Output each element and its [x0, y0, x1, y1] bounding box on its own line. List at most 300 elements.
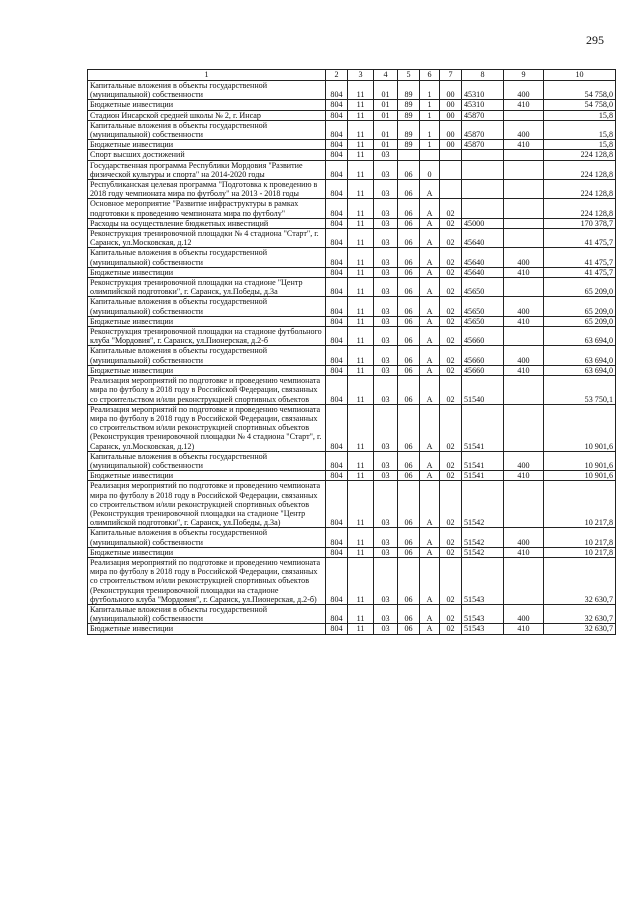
col-amount: 10 217,8	[544, 481, 616, 528]
col-subsection: 01	[374, 120, 398, 139]
col-activity: 02	[440, 199, 462, 218]
table-row	[88, 471, 616, 481]
col-section: 11	[348, 160, 374, 179]
col-direction	[462, 199, 504, 218]
col-program: 89	[398, 140, 420, 150]
col-expense-type	[504, 327, 544, 346]
table-row	[88, 199, 616, 218]
header-cell: 2	[326, 70, 348, 81]
table-row	[88, 150, 616, 160]
col-program: 06	[398, 547, 420, 557]
table-row	[88, 81, 616, 100]
col-expense-type	[504, 229, 544, 248]
col-activity: 02	[440, 327, 462, 346]
col-subprogram: А	[420, 376, 440, 405]
budget-table	[87, 69, 616, 635]
col-program: 89	[398, 110, 420, 120]
col-amount: 53 750,1	[544, 376, 616, 405]
col-expense-type	[504, 376, 544, 405]
col-expense-type: 400	[504, 528, 544, 547]
header-cell: 4	[374, 70, 398, 81]
col-ministry: 804	[326, 229, 348, 248]
col-activity	[440, 180, 462, 199]
col-program: 89	[398, 100, 420, 110]
col-direction: 51542	[462, 528, 504, 547]
table-row	[88, 557, 616, 604]
col-ministry: 804	[326, 199, 348, 218]
row-description: Бюджетные инвестиции	[88, 316, 326, 326]
col-activity: 02	[440, 481, 462, 528]
table-row	[88, 218, 616, 228]
col-amount: 54 758,0	[544, 100, 616, 110]
col-subprogram: А	[420, 624, 440, 634]
col-expense-type: 410	[504, 316, 544, 326]
col-program: 06	[398, 199, 420, 218]
col-section: 11	[348, 297, 374, 316]
header-cell: 3	[348, 70, 374, 81]
col-activity: 02	[440, 218, 462, 228]
row-description: Капитальные вложения в объекты государственной (муниципальной) собственности	[88, 451, 326, 470]
row-description: Реализация мероприятий по подготовке и проведению чемпионата мира по футболу в 2018 году в Российской Федерации, связанных со строительством и/или реконструкцией спортивных объектов (Реконструкция тренировочной площадки на стадионе футбольного клуба "Мордовия", г. Саранск, ул.Пионерская, д.2-б)	[88, 557, 326, 604]
col-ministry: 804	[326, 150, 348, 160]
table-row	[88, 481, 616, 528]
col-subsection: 03	[374, 327, 398, 346]
col-amount: 32 630,7	[544, 604, 616, 623]
col-subprogram: А	[420, 528, 440, 547]
col-subprogram: 1	[420, 120, 440, 139]
col-expense-type: 410	[504, 471, 544, 481]
col-amount: 41 475,7	[544, 229, 616, 248]
col-activity: 02	[440, 248, 462, 267]
col-section: 11	[348, 346, 374, 365]
table-row	[88, 248, 616, 267]
col-expense-type: 400	[504, 81, 544, 100]
col-program: 06	[398, 528, 420, 547]
col-activity: 02	[440, 346, 462, 365]
col-amount: 65 209,0	[544, 278, 616, 297]
table-row	[88, 316, 616, 326]
col-ministry: 804	[326, 120, 348, 139]
col-ministry: 804	[326, 376, 348, 405]
col-program: 89	[398, 81, 420, 100]
col-expense-type: 400	[504, 120, 544, 139]
col-subsection: 03	[374, 150, 398, 160]
col-subsection: 03	[374, 316, 398, 326]
col-expense-type: 400	[504, 346, 544, 365]
table-row	[88, 346, 616, 365]
col-subprogram: А	[420, 316, 440, 326]
col-activity: 02	[440, 267, 462, 277]
col-subprogram: А	[420, 327, 440, 346]
col-activity: 02	[440, 451, 462, 470]
col-amount: 65 209,0	[544, 316, 616, 326]
col-program: 89	[398, 120, 420, 139]
row-description: Бюджетные инвестиции	[88, 365, 326, 375]
col-subprogram: 0	[420, 160, 440, 179]
col-activity: 02	[440, 604, 462, 623]
table-row	[88, 297, 616, 316]
col-amount: 10 901,6	[544, 471, 616, 481]
col-expense-type	[504, 160, 544, 179]
col-activity: 02	[440, 297, 462, 316]
col-subsection: 01	[374, 110, 398, 120]
col-section: 11	[348, 624, 374, 634]
table-row	[88, 604, 616, 623]
col-expense-type: 400	[504, 297, 544, 316]
col-direction: 51541	[462, 471, 504, 481]
col-program: 06	[398, 278, 420, 297]
row-description: Реконструкция тренировочной площадки на стадионе "Центр олимпийской подготовки", г. Саранск, ул.Победы, д.3а	[88, 278, 326, 297]
col-expense-type	[504, 404, 544, 451]
header-cell: 1	[88, 70, 326, 81]
col-section: 11	[348, 218, 374, 228]
col-expense-type	[504, 278, 544, 297]
col-expense-type	[504, 557, 544, 604]
col-section: 11	[348, 404, 374, 451]
col-direction: 51541	[462, 404, 504, 451]
col-subsection: 01	[374, 140, 398, 150]
col-section: 11	[348, 557, 374, 604]
col-amount: 224 128,8	[544, 180, 616, 199]
col-amount: 10 217,8	[544, 528, 616, 547]
col-expense-type	[504, 180, 544, 199]
col-subprogram: 1	[420, 81, 440, 100]
row-description: Бюджетные инвестиции	[88, 624, 326, 634]
col-ministry: 804	[326, 218, 348, 228]
col-section: 11	[348, 528, 374, 547]
col-subsection: 03	[374, 451, 398, 470]
col-ministry: 804	[326, 557, 348, 604]
col-subprogram: А	[420, 604, 440, 623]
col-ministry: 804	[326, 624, 348, 634]
table-row	[88, 278, 616, 297]
col-section: 11	[348, 451, 374, 470]
col-subsection: 03	[374, 297, 398, 316]
col-direction: 51541	[462, 451, 504, 470]
table-row	[88, 180, 616, 199]
col-ministry: 804	[326, 481, 348, 528]
col-subsection: 03	[374, 248, 398, 267]
col-amount: 170 378,7	[544, 218, 616, 228]
col-expense-type: 400	[504, 451, 544, 470]
table-row	[88, 547, 616, 557]
col-subsection: 03	[374, 199, 398, 218]
col-activity: 00	[440, 140, 462, 150]
col-subsection: 03	[374, 346, 398, 365]
header-cell: 10	[544, 70, 616, 81]
col-activity: 02	[440, 528, 462, 547]
col-program: 06	[398, 267, 420, 277]
col-subsection: 03	[374, 471, 398, 481]
col-subsection: 03	[374, 481, 398, 528]
table-body	[88, 81, 616, 635]
table-row	[88, 140, 616, 150]
table-row	[88, 110, 616, 120]
col-program: 06	[398, 481, 420, 528]
col-expense-type: 410	[504, 624, 544, 634]
col-subprogram: А	[420, 471, 440, 481]
header-cell: 8	[462, 70, 504, 81]
col-program: 06	[398, 160, 420, 179]
col-program: 06	[398, 624, 420, 634]
col-ministry: 804	[326, 267, 348, 277]
col-section: 11	[348, 365, 374, 375]
col-ministry: 804	[326, 110, 348, 120]
col-activity: 00	[440, 100, 462, 110]
col-section: 11	[348, 180, 374, 199]
col-direction: 45650	[462, 316, 504, 326]
col-program: 06	[398, 557, 420, 604]
col-activity: 02	[440, 278, 462, 297]
col-subprogram: А	[420, 547, 440, 557]
table-row	[88, 160, 616, 179]
col-amount: 224 128,8	[544, 199, 616, 218]
header-cell: 7	[440, 70, 462, 81]
col-direction: 51542	[462, 481, 504, 528]
table-row	[88, 404, 616, 451]
col-subprogram: А	[420, 278, 440, 297]
col-direction: 45660	[462, 327, 504, 346]
row-description: Бюджетные инвестиции	[88, 140, 326, 150]
col-section: 11	[348, 278, 374, 297]
col-subprogram: А	[420, 199, 440, 218]
col-subsection: 03	[374, 404, 398, 451]
col-activity: 02	[440, 624, 462, 634]
col-ministry: 804	[326, 528, 348, 547]
col-subsection: 03	[374, 557, 398, 604]
col-direction: 45640	[462, 267, 504, 277]
col-subprogram: А	[420, 297, 440, 316]
col-expense-type	[504, 481, 544, 528]
col-amount: 63 694,0	[544, 346, 616, 365]
col-section: 11	[348, 327, 374, 346]
col-direction: 51540	[462, 376, 504, 405]
col-amount: 15,8	[544, 110, 616, 120]
col-section: 11	[348, 199, 374, 218]
col-amount: 15,8	[544, 120, 616, 139]
col-activity: 00	[440, 110, 462, 120]
col-ministry: 804	[326, 100, 348, 110]
header-cell: 9	[504, 70, 544, 81]
col-amount: 54 758,0	[544, 81, 616, 100]
col-program: 06	[398, 327, 420, 346]
col-direction: 51542	[462, 547, 504, 557]
row-description: Капитальные вложения в объекты государственной (муниципальной) собственности	[88, 81, 326, 100]
col-section: 11	[348, 248, 374, 267]
col-direction: 45660	[462, 346, 504, 365]
col-program: 06	[398, 604, 420, 623]
table-row	[88, 624, 616, 634]
col-ministry: 804	[326, 346, 348, 365]
col-ministry: 804	[326, 604, 348, 623]
col-subsection: 03	[374, 376, 398, 405]
col-ministry: 804	[326, 248, 348, 267]
col-direction: 45000	[462, 218, 504, 228]
row-description: Капитальные вложения в объекты государственной (муниципальной) собственности	[88, 297, 326, 316]
col-expense-type: 400	[504, 248, 544, 267]
col-activity	[440, 150, 462, 160]
col-amount: 65 209,0	[544, 297, 616, 316]
col-activity: 02	[440, 365, 462, 375]
col-subprogram: А	[420, 557, 440, 604]
col-activity: 02	[440, 316, 462, 326]
row-description: Капитальные вложения в объекты государственной (муниципальной) собственности	[88, 604, 326, 623]
row-description: Республиканская целевая программа "Подготовка к проведению в 2018 году чемпионата мира по футболу" на 2013 - 2018 годы	[88, 180, 326, 199]
col-subsection: 03	[374, 547, 398, 557]
col-program: 06	[398, 365, 420, 375]
row-description: Реализация мероприятий по подготовке и проведению чемпионата мира по футболу в 2018 году в Российской Федерации, связанных со строительством и/или реконструкцией спортивных объектов	[88, 376, 326, 405]
col-section: 11	[348, 81, 374, 100]
row-description: Бюджетные инвестиции	[88, 547, 326, 557]
row-description: Спорт высших достижений	[88, 150, 326, 160]
col-amount: 41 475,7	[544, 267, 616, 277]
col-subprogram: 1	[420, 140, 440, 150]
col-amount: 32 630,7	[544, 557, 616, 604]
row-description: Реконструкция тренировочной площадки на стадионе футбольного клуба "Мордовия", г. Саранск, ул.Пионерская, д.2-б	[88, 327, 326, 346]
row-description: Расходы на осуществление бюджетных инвестиций	[88, 218, 326, 228]
col-expense-type	[504, 110, 544, 120]
col-section: 11	[348, 604, 374, 623]
col-activity: 02	[440, 471, 462, 481]
col-program: 06	[398, 471, 420, 481]
col-subsection: 03	[374, 229, 398, 248]
table-header-row	[88, 70, 616, 81]
col-expense-type	[504, 199, 544, 218]
row-description: Государственная программа Республики Мордовия "Развитие физической культуры и спорта" на 2014-2020 годы	[88, 160, 326, 179]
col-direction: 45310	[462, 100, 504, 110]
col-amount: 32 630,7	[544, 624, 616, 634]
col-direction: 45650	[462, 297, 504, 316]
row-description: Бюджетные инвестиции	[88, 471, 326, 481]
row-description: Бюджетные инвестиции	[88, 100, 326, 110]
col-section: 11	[348, 100, 374, 110]
col-subprogram: А	[420, 481, 440, 528]
col-section: 11	[348, 547, 374, 557]
col-amount: 224 128,8	[544, 150, 616, 160]
col-program: 06	[398, 248, 420, 267]
col-ministry: 804	[326, 404, 348, 451]
row-description: Капитальные вложения в объекты государственной (муниципальной) собственности	[88, 120, 326, 139]
col-subprogram: А	[420, 218, 440, 228]
row-description: Стадион Инсарской средней школы № 2, г. Инсар	[88, 110, 326, 120]
row-description: Основное мероприятие "Развитие инфраструктуры в рамках подготовки к проведению чемпионата мира по футболу"	[88, 199, 326, 218]
col-subsection: 03	[374, 278, 398, 297]
col-program: 06	[398, 180, 420, 199]
col-ministry: 804	[326, 451, 348, 470]
col-program: 06	[398, 451, 420, 470]
row-description: Реализация мероприятий по подготовке и проведению чемпионата мира по футболу в 2018 году в Российской Федерации, связанных со строительством и/или реконструкцией спортивных объектов (Реконструкция тренировочной площадки на стадионе "Центр олимпийской подготовки", г. Саранск, ул.Победы, д.3а)	[88, 481, 326, 528]
table-row	[88, 365, 616, 375]
col-program: 06	[398, 346, 420, 365]
col-subprogram: А	[420, 267, 440, 277]
col-section: 11	[348, 471, 374, 481]
col-subprogram: 1	[420, 110, 440, 120]
col-expense-type: 410	[504, 365, 544, 375]
col-ministry: 804	[326, 471, 348, 481]
col-direction: 45310	[462, 81, 504, 100]
col-ministry: 804	[326, 81, 348, 100]
row-description: Капитальные вложения в объекты государственной (муниципальной) собственности	[88, 528, 326, 547]
col-program	[398, 150, 420, 160]
col-ministry: 804	[326, 140, 348, 150]
col-subprogram: А	[420, 365, 440, 375]
col-subsection: 03	[374, 180, 398, 199]
col-subprogram: А	[420, 404, 440, 451]
col-ministry: 804	[326, 365, 348, 375]
header-cell: 5	[398, 70, 420, 81]
col-subprogram: А	[420, 451, 440, 470]
col-direction: 45870	[462, 120, 504, 139]
col-subsection: 03	[374, 365, 398, 375]
col-subsection: 03	[374, 528, 398, 547]
col-program: 06	[398, 229, 420, 248]
col-amount: 10 901,6	[544, 404, 616, 451]
col-program: 06	[398, 404, 420, 451]
col-ministry: 804	[326, 297, 348, 316]
col-expense-type: 400	[504, 604, 544, 623]
col-program: 06	[398, 297, 420, 316]
col-direction: 45640	[462, 229, 504, 248]
row-description: Капитальные вложения в объекты государственной (муниципальной) собственности	[88, 346, 326, 365]
row-description: Бюджетные инвестиции	[88, 267, 326, 277]
col-amount: 63 694,0	[544, 365, 616, 375]
col-activity: 02	[440, 404, 462, 451]
col-expense-type: 410	[504, 100, 544, 110]
col-ministry: 804	[326, 327, 348, 346]
col-direction: 51543	[462, 557, 504, 604]
col-direction: 45640	[462, 248, 504, 267]
col-subsection: 03	[374, 267, 398, 277]
col-direction: 45660	[462, 365, 504, 375]
col-subsection: 01	[374, 81, 398, 100]
col-subprogram: А	[420, 346, 440, 365]
col-expense-type	[504, 218, 544, 228]
col-section: 11	[348, 481, 374, 528]
col-direction	[462, 150, 504, 160]
table-row	[88, 229, 616, 248]
col-direction: 51543	[462, 624, 504, 634]
col-direction: 45650	[462, 278, 504, 297]
col-program: 06	[398, 376, 420, 405]
col-expense-type	[504, 150, 544, 160]
col-activity	[440, 160, 462, 179]
table-row	[88, 451, 616, 470]
table-row	[88, 327, 616, 346]
col-subsection: 03	[374, 160, 398, 179]
col-section: 11	[348, 110, 374, 120]
col-subprogram: А	[420, 248, 440, 267]
col-direction	[462, 180, 504, 199]
col-ministry: 804	[326, 547, 348, 557]
col-program: 06	[398, 218, 420, 228]
header-cell: 6	[420, 70, 440, 81]
col-amount: 10 217,8	[544, 547, 616, 557]
col-ministry: 804	[326, 278, 348, 297]
col-amount: 15,8	[544, 140, 616, 150]
table-row	[88, 528, 616, 547]
col-ministry: 804	[326, 160, 348, 179]
col-section: 11	[348, 316, 374, 326]
col-expense-type: 410	[504, 547, 544, 557]
col-subprogram: А	[420, 180, 440, 199]
table-row	[88, 376, 616, 405]
col-ministry: 804	[326, 316, 348, 326]
row-description: Капитальные вложения в объекты государственной (муниципальной) собственности	[88, 248, 326, 267]
col-subsection: 03	[374, 218, 398, 228]
col-amount: 41 475,7	[544, 248, 616, 267]
col-activity: 02	[440, 557, 462, 604]
table-row	[88, 267, 616, 277]
